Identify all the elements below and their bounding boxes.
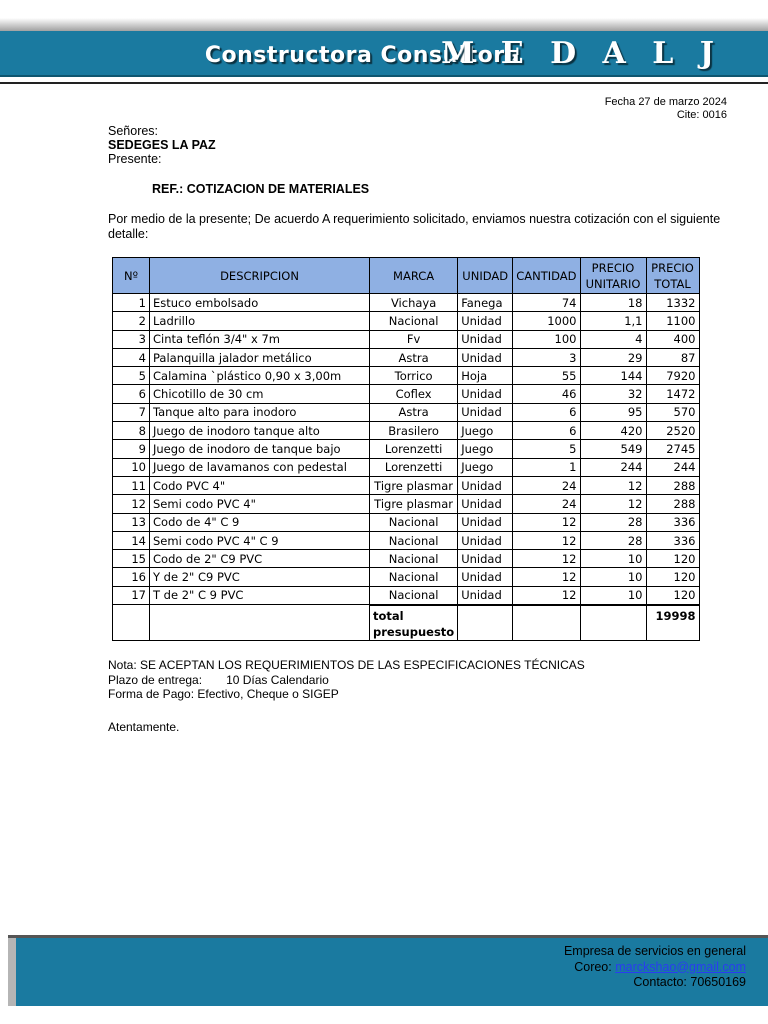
row-quantity: 1 xyxy=(513,458,580,476)
row-number: 5 xyxy=(113,367,150,385)
row-quantity: 74 xyxy=(513,294,580,312)
row-number: 4 xyxy=(113,348,150,366)
header-shadow xyxy=(0,18,768,32)
total-value: 19998 xyxy=(646,605,699,641)
row-total: 1472 xyxy=(646,385,699,403)
header-description: DESCRIPCION xyxy=(150,258,370,294)
row-total: 288 xyxy=(646,476,699,494)
row-brand: Nacional xyxy=(370,550,458,568)
table-row xyxy=(113,294,700,312)
brand-name: M E D A L J xyxy=(441,36,722,71)
table-row xyxy=(113,403,700,421)
row-brand: Tigre plasmar xyxy=(370,476,458,494)
email-link[interactable]: marckshao@gmail.com xyxy=(615,959,746,974)
row-total: 244 xyxy=(646,458,699,476)
document-meta xyxy=(605,96,727,122)
table-header-row xyxy=(113,258,700,294)
delivery-value: 10 Días Calendario xyxy=(226,672,329,687)
closing-text: Atentamente. xyxy=(108,720,180,734)
total-spacer xyxy=(113,605,150,641)
cite-text: Cite: 0016 xyxy=(676,109,727,121)
footer-email-line xyxy=(564,960,746,976)
row-description: Juego de lavamanos con pedestal xyxy=(150,458,370,476)
row-total: 570 xyxy=(646,403,699,421)
footer-gray-strip xyxy=(8,938,16,1006)
row-unit-price: 144 xyxy=(580,367,646,385)
row-brand: Brasilero xyxy=(370,422,458,440)
row-number: 15 xyxy=(113,550,150,568)
row-number: 6 xyxy=(113,385,150,403)
header-quantity: CANTIDAD xyxy=(513,258,580,294)
row-brand: Vichaya xyxy=(370,294,458,312)
note-text: Nota: SE ACEPTAN LOS REQUERIMIENTOS DE LAS ESPECIFICACIONES TÉCNICAS xyxy=(108,658,585,672)
table-row xyxy=(113,476,700,494)
row-description: Palanquilla jalador metálico xyxy=(150,348,370,366)
row-total: 120 xyxy=(646,586,699,604)
total-label xyxy=(370,605,458,641)
company-name: Constructora Consultora xyxy=(204,43,520,68)
row-quantity: 55 xyxy=(513,367,580,385)
row-total: 1332 xyxy=(646,294,699,312)
row-unit-price: 28 xyxy=(580,513,646,531)
row-total: 87 xyxy=(646,348,699,366)
present-text: Presente: xyxy=(108,152,162,166)
table-row xyxy=(113,513,700,531)
reference-line: REF.: COTIZACION DE MATERIALES xyxy=(152,182,370,196)
header-total-price-line2: TOTAL xyxy=(654,276,691,291)
row-quantity: 12 xyxy=(513,550,580,568)
row-unit: Unidad xyxy=(458,348,513,366)
row-total: 1100 xyxy=(646,312,699,330)
addressee-name: SEDEGES LA PAZ xyxy=(108,138,216,152)
table-row xyxy=(113,367,700,385)
table-row xyxy=(113,422,700,440)
total-blank xyxy=(513,605,580,641)
row-total: 7920 xyxy=(646,367,699,385)
row-quantity: 100 xyxy=(513,330,580,348)
header-number: Nº xyxy=(113,258,150,294)
row-unit: Unidad xyxy=(458,568,513,586)
email-label: Coreo: xyxy=(574,959,616,974)
salutation: Señores: xyxy=(108,124,159,138)
row-unit: Unidad xyxy=(458,385,513,403)
row-description: Tanque alto para inodoro xyxy=(150,403,370,421)
table-row xyxy=(113,495,700,513)
row-unit-price: 29 xyxy=(580,348,646,366)
row-brand: Nacional xyxy=(370,312,458,330)
row-brand: Tigre plasmar xyxy=(370,495,458,513)
row-total: 336 xyxy=(646,531,699,549)
total-label-line1: total xyxy=(373,608,404,623)
row-brand: Torrico xyxy=(370,367,458,385)
row-total: 120 xyxy=(646,568,699,586)
table-row xyxy=(113,330,700,348)
row-unit: Fanega xyxy=(458,294,513,312)
row-quantity: 5 xyxy=(513,440,580,458)
row-brand: Fv xyxy=(370,330,458,348)
row-unit: Unidad xyxy=(458,531,513,549)
row-unit-price: 10 xyxy=(580,550,646,568)
row-total: 336 xyxy=(646,513,699,531)
header-unit-price-line1: PRECIO xyxy=(591,260,635,275)
row-unit: Unidad xyxy=(458,513,513,531)
row-number: 17 xyxy=(113,586,150,604)
row-total: 2745 xyxy=(646,440,699,458)
payment-terms: Forma de Pago: Efectivo, Cheque o SIGEP xyxy=(108,687,339,701)
intro-paragraph: Por medio de la presente; De acuerdo A requerimiento solicitado, enviamos nuestra cotización con el siguiente detalle: xyxy=(108,212,721,241)
row-brand: Nacional xyxy=(370,531,458,549)
row-total: 120 xyxy=(646,550,699,568)
date-text: Fecha 27 de marzo 2024 xyxy=(604,96,727,108)
row-description: Juego de inodoro de tanque bajo xyxy=(150,440,370,458)
footer-tagline: Empresa de servicios en general xyxy=(563,944,746,958)
row-number: 12 xyxy=(113,495,150,513)
table-row xyxy=(113,348,700,366)
row-number: 13 xyxy=(113,513,150,531)
row-description: Calamina `plástico 0,90 x 3,00m xyxy=(150,367,370,385)
row-quantity: 12 xyxy=(513,586,580,604)
total-blank xyxy=(580,605,646,641)
row-brand: Nacional xyxy=(370,513,458,531)
header-unit-price-line2: UNITARIO xyxy=(585,276,641,291)
table-row xyxy=(113,531,700,549)
row-unit: Unidad xyxy=(458,476,513,494)
row-unit-price: 244 xyxy=(580,458,646,476)
header-unit-price xyxy=(580,258,646,294)
row-total: 400 xyxy=(646,330,699,348)
total-label-line2: presupuesto xyxy=(373,624,455,639)
addressee xyxy=(108,124,216,166)
footer-contact xyxy=(564,944,746,991)
row-number: 7 xyxy=(113,403,150,421)
row-quantity: 12 xyxy=(513,531,580,549)
row-number: 8 xyxy=(113,422,150,440)
row-number: 1 xyxy=(113,294,150,312)
total-row xyxy=(113,605,700,641)
header-brand: MARCA xyxy=(370,258,458,294)
row-quantity: 24 xyxy=(513,495,580,513)
row-unit-price: 12 xyxy=(580,495,646,513)
row-brand: Astra xyxy=(370,403,458,421)
header-divider xyxy=(0,82,768,84)
delivery-label: Plazo de entrega: xyxy=(108,672,203,687)
table-row xyxy=(113,312,700,330)
row-brand: Nacional xyxy=(370,586,458,604)
footer-phone: Contacto: 70650169 xyxy=(633,975,746,989)
row-unit: Juego xyxy=(458,440,513,458)
row-number: 10 xyxy=(113,458,150,476)
table-row xyxy=(113,586,700,604)
total-spacer xyxy=(150,605,370,641)
row-unit-price: 32 xyxy=(580,385,646,403)
row-number: 11 xyxy=(113,476,150,494)
row-total: 288 xyxy=(646,495,699,513)
row-brand: Nacional xyxy=(370,568,458,586)
row-number: 16 xyxy=(113,568,150,586)
row-description: Semi codo PVC 4" C 9 xyxy=(150,531,370,549)
header-total-price xyxy=(646,258,699,294)
table-row xyxy=(113,568,700,586)
row-unit-price: 549 xyxy=(580,440,646,458)
row-quantity: 3 xyxy=(513,348,580,366)
row-description: Ladrillo xyxy=(150,312,370,330)
row-unit-price: 10 xyxy=(580,586,646,604)
row-brand: Astra xyxy=(370,348,458,366)
row-quantity: 6 xyxy=(513,403,580,421)
row-description: Cinta teflón 3/4" x 7m xyxy=(150,330,370,348)
delivery-term xyxy=(108,673,585,688)
row-unit: Hoja xyxy=(458,367,513,385)
row-unit-price: 18 xyxy=(580,294,646,312)
table-row xyxy=(113,440,700,458)
row-quantity: 12 xyxy=(513,513,580,531)
row-description: T de 2" C 9 PVC xyxy=(150,586,370,604)
row-unit: Unidad xyxy=(458,312,513,330)
header-unit: UNIDAD xyxy=(458,258,513,294)
row-quantity: 6 xyxy=(513,422,580,440)
row-unit-price: 12 xyxy=(580,476,646,494)
row-brand: Lorenzetti xyxy=(370,440,458,458)
row-unit-price: 95 xyxy=(580,403,646,421)
row-quantity: 12 xyxy=(513,568,580,586)
row-description: Codo PVC 4" xyxy=(150,476,370,494)
row-unit-price: 4 xyxy=(580,330,646,348)
row-unit: Unidad xyxy=(458,550,513,568)
row-total: 2520 xyxy=(646,422,699,440)
row-unit: Unidad xyxy=(458,330,513,348)
row-brand: Coflex xyxy=(370,385,458,403)
row-unit: Juego xyxy=(458,458,513,476)
row-description: Semi codo PVC 4" xyxy=(150,495,370,513)
header-edge xyxy=(0,75,768,77)
row-quantity: 46 xyxy=(513,385,580,403)
row-number: 3 xyxy=(113,330,150,348)
row-unit: Unidad xyxy=(458,495,513,513)
row-unit-price: 28 xyxy=(580,531,646,549)
row-unit: Unidad xyxy=(458,586,513,604)
header-total-price-line1: PRECIO xyxy=(651,260,694,275)
table-row xyxy=(113,550,700,568)
row-unit-price: 420 xyxy=(580,422,646,440)
table-row xyxy=(113,458,700,476)
total-blank xyxy=(458,605,513,641)
row-description: Chicotillo de 30 cm xyxy=(150,385,370,403)
row-description: Juego de inodoro tanque alto xyxy=(150,422,370,440)
row-quantity: 24 xyxy=(513,476,580,494)
row-number: 14 xyxy=(113,531,150,549)
row-unit-price: 1,1 xyxy=(580,312,646,330)
row-brand: Lorenzetti xyxy=(370,458,458,476)
notes-block xyxy=(108,658,585,702)
row-unit-price: 10 xyxy=(580,568,646,586)
row-unit: Unidad xyxy=(458,403,513,421)
row-number: 2 xyxy=(113,312,150,330)
row-description: Codo de 4" C 9 xyxy=(150,513,370,531)
row-number: 9 xyxy=(113,440,150,458)
row-quantity: 1000 xyxy=(513,312,580,330)
row-description: Codo de 2" C9 PVC xyxy=(150,550,370,568)
quotation-table xyxy=(112,257,700,641)
row-unit: Juego xyxy=(458,422,513,440)
table-body xyxy=(113,294,700,605)
row-description: Y de 2" C9 PVC xyxy=(150,568,370,586)
row-description: Estuco embolsado xyxy=(150,294,370,312)
table-row xyxy=(113,385,700,403)
